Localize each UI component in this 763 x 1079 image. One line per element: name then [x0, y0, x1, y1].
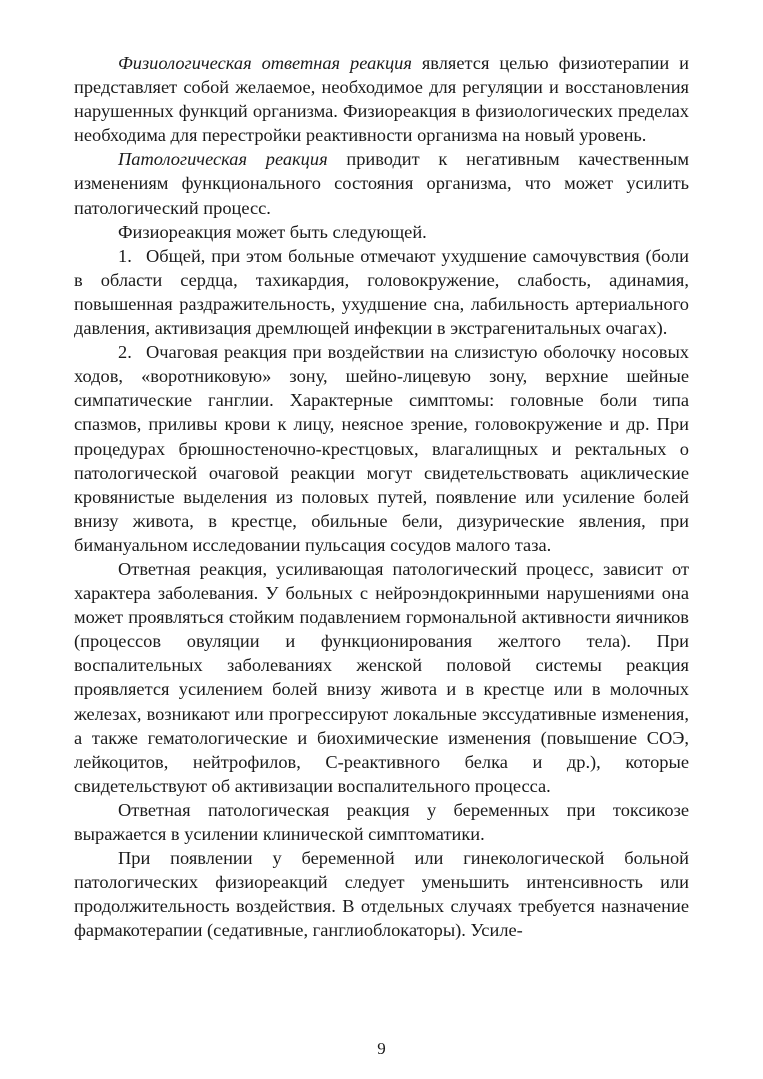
list-item-text: Очаговая реакция при воздействии на слизистую оболочку носовых ходов, «воротниковую» зону, шейно-лицевую зону, верхние шейные симпатические ганглии. Характерные симптомы: головные боли типа спазмов, приливы крови к лицу, неясное зрение, головокружение и др. При процедурах брюшностеночно-крестцовых, влагалищных и ректальных о патологической очаговой реакции могут свидетельствовать ациклические кровянистые выделения из половых путей, появление или усиление болей внизу живота, в крестце, обильные бели, дизурические явления, при бимануальном исследовании пульсация сосудов малого таза.	[74, 342, 689, 555]
paragraph-text: приводит к негативным качественным изменениям функционального состояния организма, что может усилить патологический процесс.	[74, 149, 689, 218]
paragraph-physiological-reaction	[74, 51, 689, 147]
list-item-text: Общей, при этом больные отмечают ухудшение самочувствия (боли в области сердца, тахикардия, головокружение, слабость, адинамия, повышенная раздражительность, ухудшение сна, лабильность артериального давления, активизация дремлющей инфекции в экстрагенитальных очагах).	[74, 245, 689, 339]
paragraph-pathological-reaction	[74, 147, 689, 219]
paragraph-reaction-types-intro: Физиореакция может быть следующей.	[118, 221, 427, 242]
list-number: 1.	[118, 245, 132, 266]
list-number: 2.	[118, 342, 132, 363]
term-pathological-reaction: Патологическая реакция	[118, 149, 328, 170]
list-item-focal-reaction	[74, 340, 689, 557]
document-body	[74, 51, 689, 942]
term-physiological-reaction: Физиологическая ответная реакция	[118, 53, 412, 73]
page-number: 9	[377, 1039, 386, 1058]
paragraph-response-reaction: Ответная реакция, усиливающая патологический процесс, зависит от характера заболевания. У больных с нейроэндокринными нарушениями она может проявляться стойким подавлением гормональной активности яичников (процессов овуляции и функционирования желтого тела). При воспалительных заболеваниях женской половой системы реакция проявляется усилением болей внизу живота и в крестце или в молочных железах, возникают или прогрессируют локальные экссудативные изменения, а также гематологические и биохимические изменения (повышение СОЭ, лейкоцитов, нейтрофилов, С-реактивного белка и др.), которые свидетельствуют об активизации воспалительного процесса.	[74, 558, 689, 796]
paragraph-text: является целью физиотерапии и представляет собой желаемое, необходимое для регуляции и восстановления нарушенных функций организма. Физиореакция в физиологических пределах необходима для перестройки реактивности организма на новый уровень.	[74, 53, 689, 146]
paragraph-pregnancy-toxicosis: Ответная патологическая реакция у беременных при токсикозе выражается в усилении клинической симптоматики.	[74, 799, 689, 844]
list-item-general-reaction	[74, 244, 689, 340]
paragraph-management: При появлении у беременной или гинекологической больной патологических физиореакций следует уменьшить интенсивность или продолжительность воздействия. В отдельных случаях требуется назначение фармакотерапии (седативные, ганглиоблокаторы). Усиле-	[74, 848, 689, 941]
